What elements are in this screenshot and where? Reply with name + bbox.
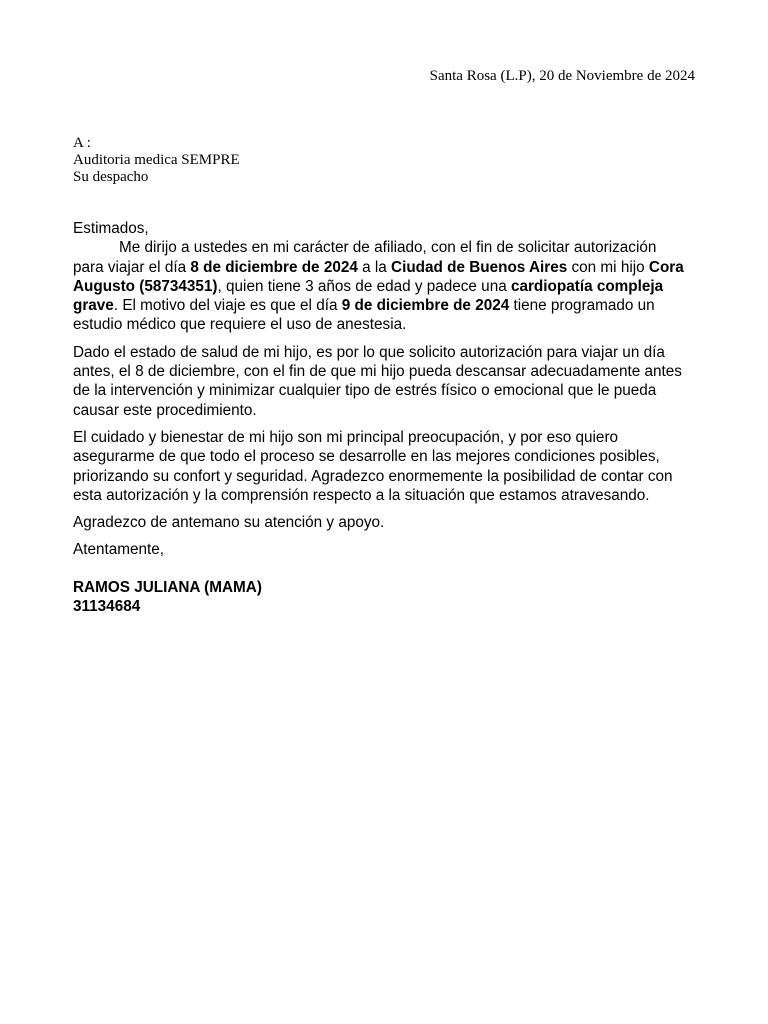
- destination: Ciudad de Buenos Aires: [391, 258, 568, 276]
- paragraph-line: esta autorización y la comprensión respecto a la situación que estamos atravesando.: [73, 486, 650, 504]
- addressee-line-office: Su despacho: [73, 169, 149, 185]
- text-run: a la: [357, 258, 392, 276]
- diagnosis-part2: grave: [73, 297, 114, 315]
- paragraph-line: El cuidado y bienestar de mi hijo son mi principal preocupación, y por eso quiero: [73, 428, 619, 446]
- child-name-part1: Cora: [648, 258, 684, 276]
- paragraph-reason: [73, 343, 695, 420]
- paragraph-line: asegurarme de que todo el proceso se desarrolle en las mejores condiciones posibles,: [73, 448, 660, 466]
- travel-date: 8 de diciembre de 2024: [190, 258, 358, 276]
- signature-id-number: 31134684: [73, 598, 141, 616]
- text-run: tiene programado un: [509, 297, 655, 315]
- date-line: Santa Rosa (L.P), 20 de Noviembre de 2024: [429, 68, 695, 84]
- paragraph-line: causar este procedimiento.: [73, 401, 257, 419]
- text-run: con mi hijo: [567, 258, 649, 276]
- paragraph-request: [73, 238, 695, 334]
- text-run: para viajar el día: [73, 258, 191, 276]
- procedure-date: 9 de diciembre de 2024: [341, 297, 510, 315]
- addressee-block: [73, 135, 240, 186]
- letter-body: [73, 219, 695, 616]
- text-run: , quien tiene 3 años de edad y padece una: [217, 277, 511, 295]
- thanks-line: Agradezco de antemano su atención y apoyo.: [73, 514, 385, 532]
- child-name-part2: Augusto (58734351): [73, 277, 218, 295]
- paragraph-line: [73, 258, 695, 277]
- greeting: Estimados,: [73, 220, 149, 237]
- paragraph-line: [73, 277, 695, 296]
- addressee-line-recipient: Auditoria medica SEMPRE: [73, 152, 240, 168]
- paragraph-wellbeing: [73, 428, 695, 505]
- paragraph-line: [73, 296, 695, 315]
- text-run: . El motivo del viaje es que el día: [113, 297, 342, 315]
- paragraph-line: antes, el 8 de diciembre, con el fin de que mi hijo pueda descansar adecuadamente antes: [73, 363, 682, 381]
- signature-block: [73, 578, 695, 617]
- paragraph-line: de la intervención y minimizar cualquier tipo de estrés físico o emocional que le pueda: [73, 382, 657, 400]
- signature-name: RAMOS JULIANA (MAMA): [73, 578, 262, 596]
- paragraph-line: Me dirijo a ustedes en mi carácter de afiliado, con el fin de solicitar autorización: [119, 239, 657, 257]
- diagnosis-part1: cardiopatía compleja: [510, 277, 664, 295]
- paragraph-line: Dado el estado de salud de mi hijo, es por lo que solicito autorización para viajar un día: [73, 343, 665, 361]
- paragraph-line: priorizando su confort y seguridad. Agradezco enormemente la posibilidad de contar con: [73, 467, 673, 485]
- paragraph-line: estudio médico que requiere el uso de anestesia.: [73, 316, 407, 334]
- closing-line: Atentamente,: [73, 541, 164, 559]
- addressee-line-to: A :: [73, 135, 91, 151]
